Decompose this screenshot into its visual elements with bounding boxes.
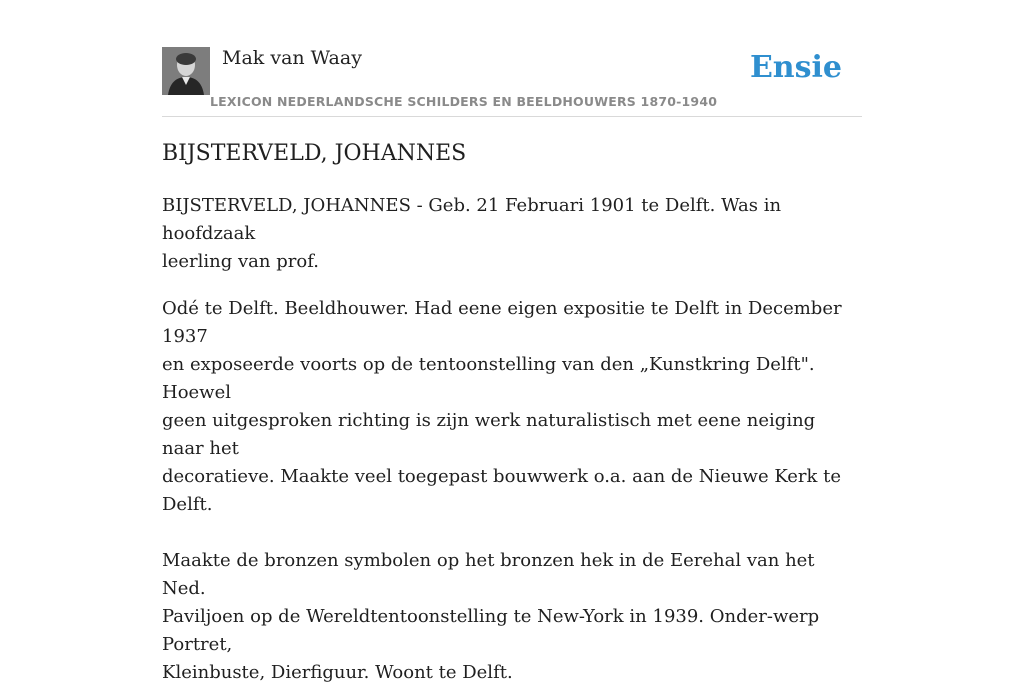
source-title[interactable]: LEXICON NEDERLANDSCHE SCHILDERS EN BEELDHOUWERS 1870-1940	[210, 94, 718, 109]
article-paragraph-1: BIJSTERVELD, JOHANNES - Geb. 21 Februari 1901 te Delft. Was in hoofdzaak leerling van prof.	[162, 195, 782, 272]
article	[162, 138, 862, 687]
ensie-logo[interactable]: Ensie	[749, 50, 842, 85]
page-header	[162, 44, 862, 117]
author-name[interactable]: Mak van Waay	[222, 47, 362, 69]
article-title: BIJSTERVELD, JOHANNES	[162, 141, 467, 166]
author-avatar[interactable]	[162, 47, 210, 95]
article-paragraph-2: Odé te Delft. Beeldhouwer. Had eene eigen expositie te Delft in December 1937 en exposeerde voorts op de tentoonstelling van den „Kunstkring Delft". Hoewel geen uitgesproken richting is zijn werk naturalistisch met eene neiging naar het decoratieve. Maakte veel toegepast bouwwerk o.a. aan de Nieuwe Kerk te Delft. Maakte de bronzen symbolen op het bronzen hek in de Eerehal van het Ned. Paviljoen op de Wereldtentoonstelling te New-York in 1939. Onder-werp Portret, Kleinbuste, Dierfiguur. Woont te Delft.	[162, 298, 842, 683]
portrait-image	[162, 47, 210, 95]
